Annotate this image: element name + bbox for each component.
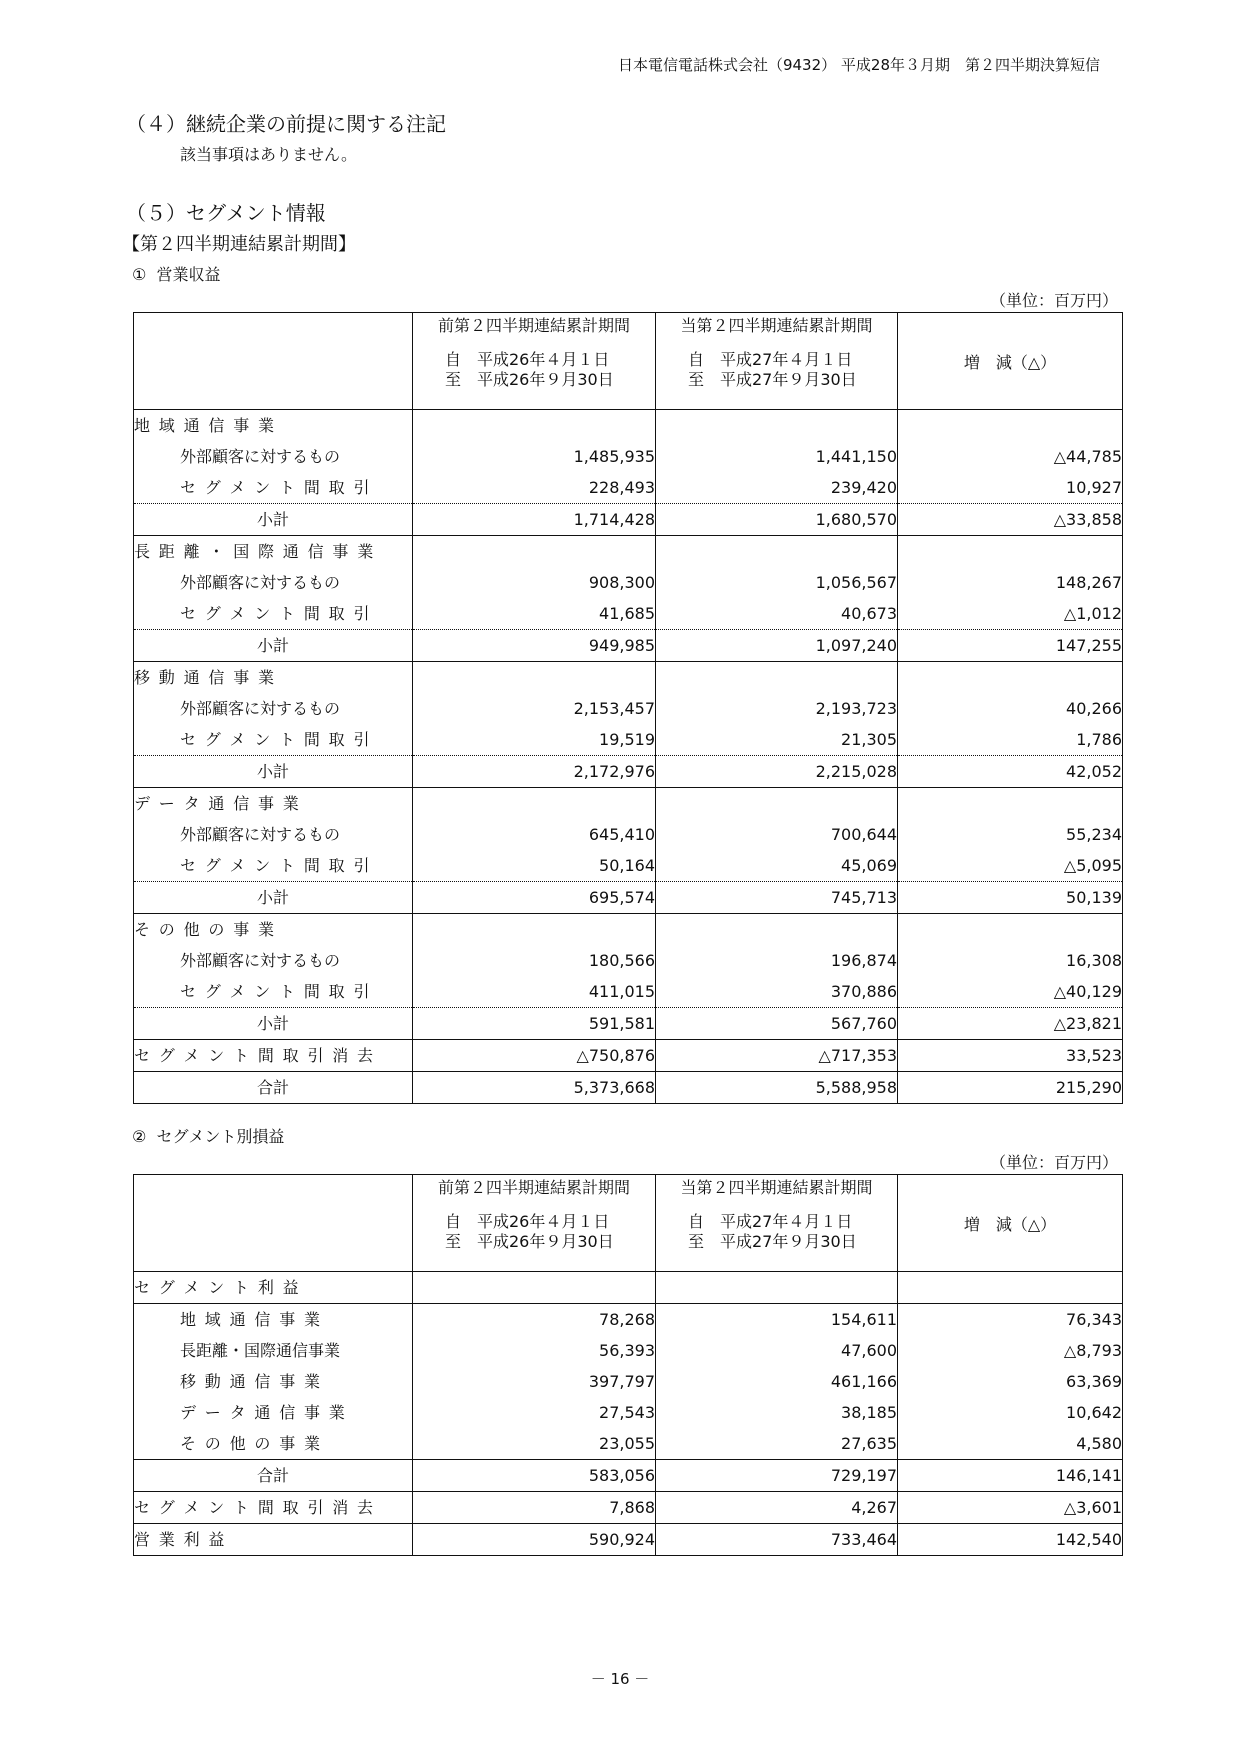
cell-diff: 63,369 (898, 1366, 1123, 1397)
prev-period-title: 前第２四半期連結累計期間 (437, 316, 630, 335)
cell-curr: 1,441,150 (656, 441, 898, 472)
cell-curr: 38,185 (656, 1397, 898, 1428)
cell-curr (656, 914, 898, 946)
cell-diff: △33,858 (898, 504, 1123, 536)
row-label: 外部顧客に対するもの (134, 693, 413, 724)
period-heading: 【第２四半期連結累計期間】 (122, 234, 356, 255)
table-row (134, 1428, 1123, 1460)
table-row (134, 1492, 1123, 1524)
table-row (134, 441, 1123, 472)
cell-curr: 196,874 (656, 945, 898, 976)
cell-curr: 154,611 (656, 1304, 898, 1336)
table-row (134, 1304, 1123, 1336)
row-label: セグメント間取引 (134, 598, 413, 630)
row-label: 長距離・国際通信事業 (134, 536, 413, 568)
curr-period-to: 至 平成27年９月30日 (688, 1232, 857, 1251)
cell-curr: 45,069 (656, 850, 898, 882)
curr-period-to: 至 平成27年９月30日 (688, 370, 857, 389)
row-label: 合計 (134, 1460, 413, 1492)
profit-table (133, 1174, 1123, 1556)
table-row (134, 850, 1123, 882)
row-label: その他の事業 (134, 1428, 413, 1460)
cell-curr: 745,713 (656, 882, 898, 914)
cell-prev: 1,485,935 (413, 441, 656, 472)
table-row (134, 976, 1123, 1008)
cell-diff (898, 410, 1123, 442)
cell-prev: 56,393 (413, 1335, 656, 1366)
cell-diff: △23,821 (898, 1008, 1123, 1040)
section4-heading: （４）継続企業の前提に関する注記 (126, 112, 446, 136)
row-label: その他の事業 (134, 914, 413, 946)
cell-diff: 148,267 (898, 567, 1123, 598)
curr-period-from: 自 平成27年４月１日 (688, 350, 853, 369)
cell-prev (413, 536, 656, 568)
table-row (134, 1040, 1123, 1072)
cell-curr: 729,197 (656, 1460, 898, 1492)
prev-period-title: 前第２四半期連結累計期間 (437, 1178, 630, 1197)
cell-prev: 78,268 (413, 1304, 656, 1336)
cell-prev: 397,797 (413, 1366, 656, 1397)
cell-diff: 147,255 (898, 630, 1123, 662)
table-row (134, 1272, 1123, 1304)
cell-prev: 19,519 (413, 724, 656, 756)
cell-diff: △8,793 (898, 1335, 1123, 1366)
table-row (134, 882, 1123, 914)
cell-prev: 5,373,668 (413, 1072, 656, 1104)
cell-diff: 33,523 (898, 1040, 1123, 1072)
unit-label-profit: （単位：百万円） (989, 1153, 1118, 1172)
cell-curr (656, 662, 898, 694)
curr-period-title: 当第２四半期連結累計期間 (680, 316, 873, 335)
cell-prev: 180,566 (413, 945, 656, 976)
table-row (134, 504, 1123, 536)
cell-prev: 949,985 (413, 630, 656, 662)
cell-diff: 16,308 (898, 945, 1123, 976)
row-label: 小計 (134, 504, 413, 536)
cell-diff: 10,642 (898, 1397, 1123, 1428)
header-prev-period (413, 1175, 656, 1272)
cell-diff (898, 914, 1123, 946)
cell-prev: 2,172,976 (413, 756, 656, 788)
section4-text: 該当事項はありません。 (180, 145, 357, 164)
row-label: セグメント間取引 (134, 724, 413, 756)
cell-prev (413, 788, 656, 820)
table-row (134, 693, 1123, 724)
table-row (134, 1072, 1123, 1104)
cell-curr: 27,635 (656, 1428, 898, 1460)
header-diff: 増 減（△） (898, 313, 1123, 410)
cell-curr: 47,600 (656, 1335, 898, 1366)
row-label: 営業利益 (134, 1524, 413, 1556)
cell-diff: △1,012 (898, 598, 1123, 630)
cell-curr: 21,305 (656, 724, 898, 756)
cell-curr: 2,215,028 (656, 756, 898, 788)
curr-period-from: 自 平成27年４月１日 (688, 1212, 853, 1231)
cell-prev: 7,868 (413, 1492, 656, 1524)
revenue-heading: ① 営業収益 (132, 265, 221, 284)
row-label: セグメント間取引 (134, 976, 413, 1008)
row-label: 小計 (134, 630, 413, 662)
header-curr-period (656, 1175, 898, 1272)
cell-prev: 27,543 (413, 1397, 656, 1428)
cell-curr: 1,680,570 (656, 504, 898, 536)
cell-curr: 5,588,958 (656, 1072, 898, 1104)
cell-diff: 40,266 (898, 693, 1123, 724)
section5-heading: （５）セグメント情報 (126, 201, 326, 225)
cell-prev: 41,685 (413, 598, 656, 630)
cell-diff: 76,343 (898, 1304, 1123, 1336)
cell-diff (898, 788, 1123, 820)
profit-heading: ② セグメント別損益 (132, 1127, 285, 1146)
row-label: 地域通信事業 (134, 1304, 413, 1336)
cell-diff: 42,052 (898, 756, 1123, 788)
cell-prev: 411,015 (413, 976, 656, 1008)
row-label: 外部顧客に対するもの (134, 441, 413, 472)
cell-curr: 4,267 (656, 1492, 898, 1524)
row-label: 小計 (134, 882, 413, 914)
cell-curr (656, 410, 898, 442)
row-label: 移動通信事業 (134, 662, 413, 694)
cell-diff: 215,290 (898, 1072, 1123, 1104)
cell-diff: △40,129 (898, 976, 1123, 1008)
table-row (134, 630, 1123, 662)
table-row (134, 788, 1123, 820)
cell-diff: 1,786 (898, 724, 1123, 756)
cell-prev: 590,924 (413, 1524, 656, 1556)
header-prev-period (413, 313, 656, 410)
page-header: 日本電信電話株式会社（9432） 平成28年３月期 第２四半期決算短信 (617, 56, 1100, 74)
cell-diff: 50,139 (898, 882, 1123, 914)
cell-curr: 239,420 (656, 472, 898, 504)
cell-diff: 142,540 (898, 1524, 1123, 1556)
table-row (134, 567, 1123, 598)
row-label: セグメント利益 (134, 1272, 413, 1304)
table-header-row (134, 313, 1123, 410)
cell-prev: 908,300 (413, 567, 656, 598)
cell-curr: 461,166 (656, 1366, 898, 1397)
cell-diff (898, 1272, 1123, 1304)
header-blank (134, 1175, 413, 1272)
header-diff: 増 減（△） (898, 1175, 1123, 1272)
cell-diff: △5,095 (898, 850, 1123, 882)
cell-prev: 591,581 (413, 1008, 656, 1040)
table-row (134, 472, 1123, 504)
cell-curr (656, 788, 898, 820)
page-number: － 16 － (590, 1670, 650, 1688)
row-label: データ通信事業 (134, 788, 413, 820)
table-row (134, 410, 1123, 442)
cell-diff: 146,141 (898, 1460, 1123, 1492)
row-label: 移動通信事業 (134, 1366, 413, 1397)
prev-period-to: 至 平成26年９月30日 (445, 370, 614, 389)
row-label: 小計 (134, 756, 413, 788)
row-label: 外部顧客に対するもの (134, 945, 413, 976)
cell-curr (656, 536, 898, 568)
cell-prev: 23,055 (413, 1428, 656, 1460)
header-curr-period (656, 313, 898, 410)
row-label: 合計 (134, 1072, 413, 1104)
table-row (134, 756, 1123, 788)
cell-diff: △44,785 (898, 441, 1123, 472)
cell-prev: 1,714,428 (413, 504, 656, 536)
row-label: セグメント間取引消去 (134, 1492, 413, 1524)
row-label: セグメント間取引消去 (134, 1040, 413, 1072)
table-row (134, 598, 1123, 630)
table-row (134, 1460, 1123, 1492)
cell-curr: 370,886 (656, 976, 898, 1008)
table-row (134, 1524, 1123, 1556)
cell-diff (898, 662, 1123, 694)
cell-curr: △717,353 (656, 1040, 898, 1072)
cell-diff: △3,601 (898, 1492, 1123, 1524)
cell-curr: 40,673 (656, 598, 898, 630)
table-row (134, 1397, 1123, 1428)
cell-curr: 700,644 (656, 819, 898, 850)
table-header-row (134, 1175, 1123, 1272)
row-label: 長距離・国際通信事業 (134, 1335, 413, 1366)
unit-label-revenue: （単位：百万円） (989, 291, 1118, 310)
cell-curr (656, 1272, 898, 1304)
cell-curr: 2,193,723 (656, 693, 898, 724)
cell-prev: △750,876 (413, 1040, 656, 1072)
header-blank (134, 313, 413, 410)
row-label: セグメント間取引 (134, 472, 413, 504)
cell-diff: 4,580 (898, 1428, 1123, 1460)
row-label: 地域通信事業 (134, 410, 413, 442)
table-row (134, 662, 1123, 694)
cell-diff: 10,927 (898, 472, 1123, 504)
cell-prev (413, 662, 656, 694)
cell-prev: 2,153,457 (413, 693, 656, 724)
table-row (134, 1335, 1123, 1366)
prev-period-to: 至 平成26年９月30日 (445, 1232, 614, 1251)
prev-period-from: 自 平成26年４月１日 (445, 350, 610, 369)
cell-diff (898, 536, 1123, 568)
cell-prev: 645,410 (413, 819, 656, 850)
table-row (134, 536, 1123, 568)
row-label: 外部顧客に対するもの (134, 819, 413, 850)
table-row (134, 1008, 1123, 1040)
table-row (134, 945, 1123, 976)
cell-curr: 1,056,567 (656, 567, 898, 598)
cell-curr: 733,464 (656, 1524, 898, 1556)
row-label: セグメント間取引 (134, 850, 413, 882)
table-row (134, 1366, 1123, 1397)
cell-curr: 1,097,240 (656, 630, 898, 662)
cell-prev: 583,056 (413, 1460, 656, 1492)
cell-curr: 567,760 (656, 1008, 898, 1040)
curr-period-title: 当第２四半期連結累計期間 (680, 1178, 873, 1197)
table-row (134, 914, 1123, 946)
cell-prev (413, 410, 656, 442)
cell-prev: 228,493 (413, 472, 656, 504)
cell-diff: 55,234 (898, 819, 1123, 850)
cell-prev: 695,574 (413, 882, 656, 914)
row-label: 外部顧客に対するもの (134, 567, 413, 598)
row-label: 小計 (134, 1008, 413, 1040)
table-row (134, 724, 1123, 756)
table-row (134, 819, 1123, 850)
cell-prev (413, 1272, 656, 1304)
row-label: データ通信事業 (134, 1397, 413, 1428)
cell-prev (413, 914, 656, 946)
revenue-table (133, 312, 1123, 1104)
prev-period-from: 自 平成26年４月１日 (445, 1212, 610, 1231)
cell-prev: 50,164 (413, 850, 656, 882)
